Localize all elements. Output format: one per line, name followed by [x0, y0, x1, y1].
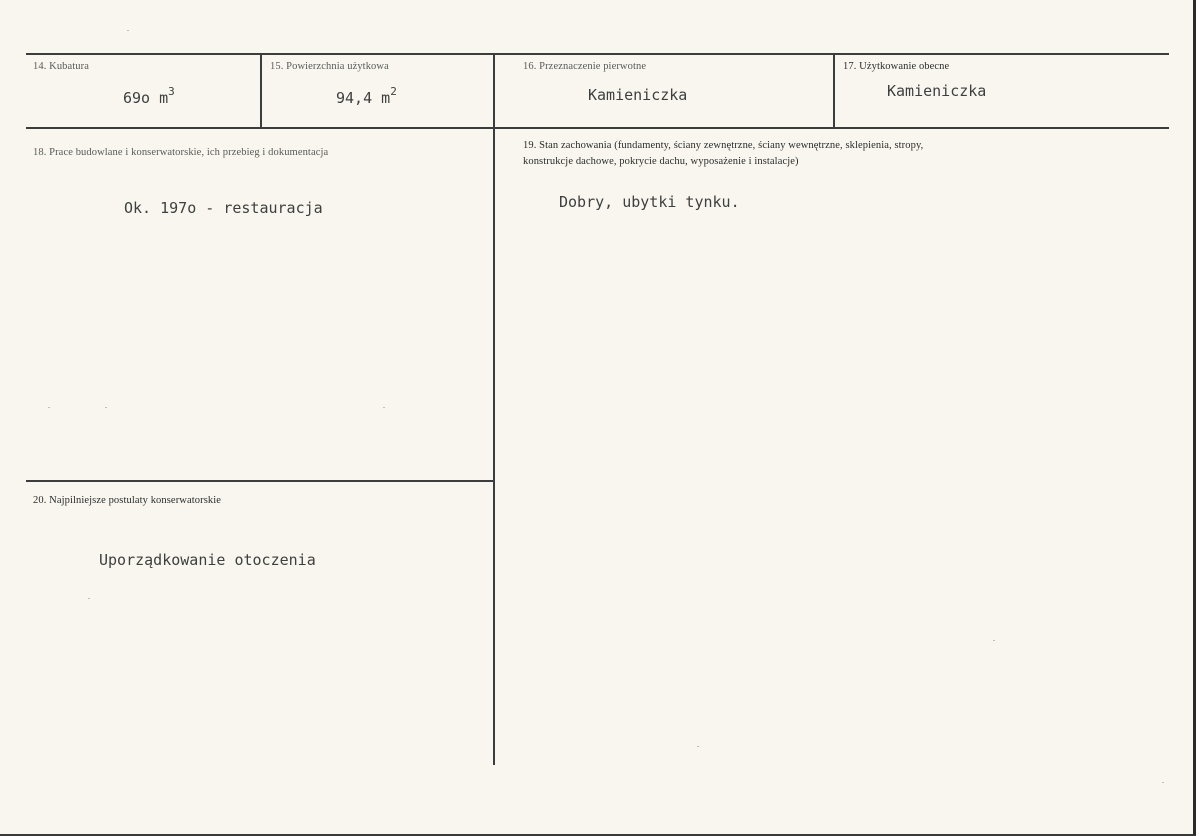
field-19-value: Dobry, ubytki tynku. — [559, 193, 740, 211]
field-17-value: Kamieniczka — [887, 82, 987, 100]
divider-main — [493, 53, 495, 765]
field-14-unit-exponent: 3 — [168, 85, 175, 98]
paper-speck — [1162, 782, 1164, 783]
field-15-value — [336, 87, 397, 107]
field-16-label: 16. Przeznaczenie pierwotne — [523, 61, 647, 72]
top-rule — [26, 53, 1169, 55]
field-15-unit-exponent: 2 — [390, 85, 397, 98]
paper-speck — [105, 407, 107, 408]
paper-speck — [697, 746, 699, 747]
section-20-rule — [26, 480, 494, 482]
field-18-value: Ok. 197o - restauracja — [124, 199, 323, 217]
field-15-label: 15. Powierzchnia użytkowa — [270, 61, 389, 72]
paper-speck — [88, 598, 90, 599]
field-15-number: 94,4 m — [336, 89, 391, 107]
divider-16-17 — [833, 53, 835, 128]
field-18-label: 18. Prace budowlane i konserwatorskie, ich przebieg i dokumentacja — [33, 147, 329, 158]
paper-speck — [383, 407, 385, 408]
field-16-value: Kamieniczka — [588, 86, 688, 104]
field-20-label: 20. Najpilniejsze postulaty konserwatorskie — [33, 495, 222, 506]
field-19-label-line-2: konstrukcje dachowe, pokrycie dachu, wyposażenie i instalacje) — [523, 156, 799, 167]
paper-speck — [48, 407, 50, 408]
field-19-label-line-1: 19. Stan zachowania (fundamenty, ściany zewnętrzne, ściany wewnętrzne, sklepienia, stropy, — [523, 140, 924, 151]
field-14-number: 69o m — [123, 89, 169, 107]
field-14-label: 14. Kubatura — [33, 61, 90, 72]
paper-speck — [993, 640, 995, 641]
field-14-value — [123, 87, 175, 107]
paper-speck — [127, 30, 129, 31]
divider-14-15 — [260, 53, 262, 128]
field-20-value: Uporządkowanie otoczenia — [99, 551, 316, 569]
mid-rule — [26, 127, 1169, 129]
field-17-label: 17. Użytkowanie obecne — [843, 61, 950, 72]
